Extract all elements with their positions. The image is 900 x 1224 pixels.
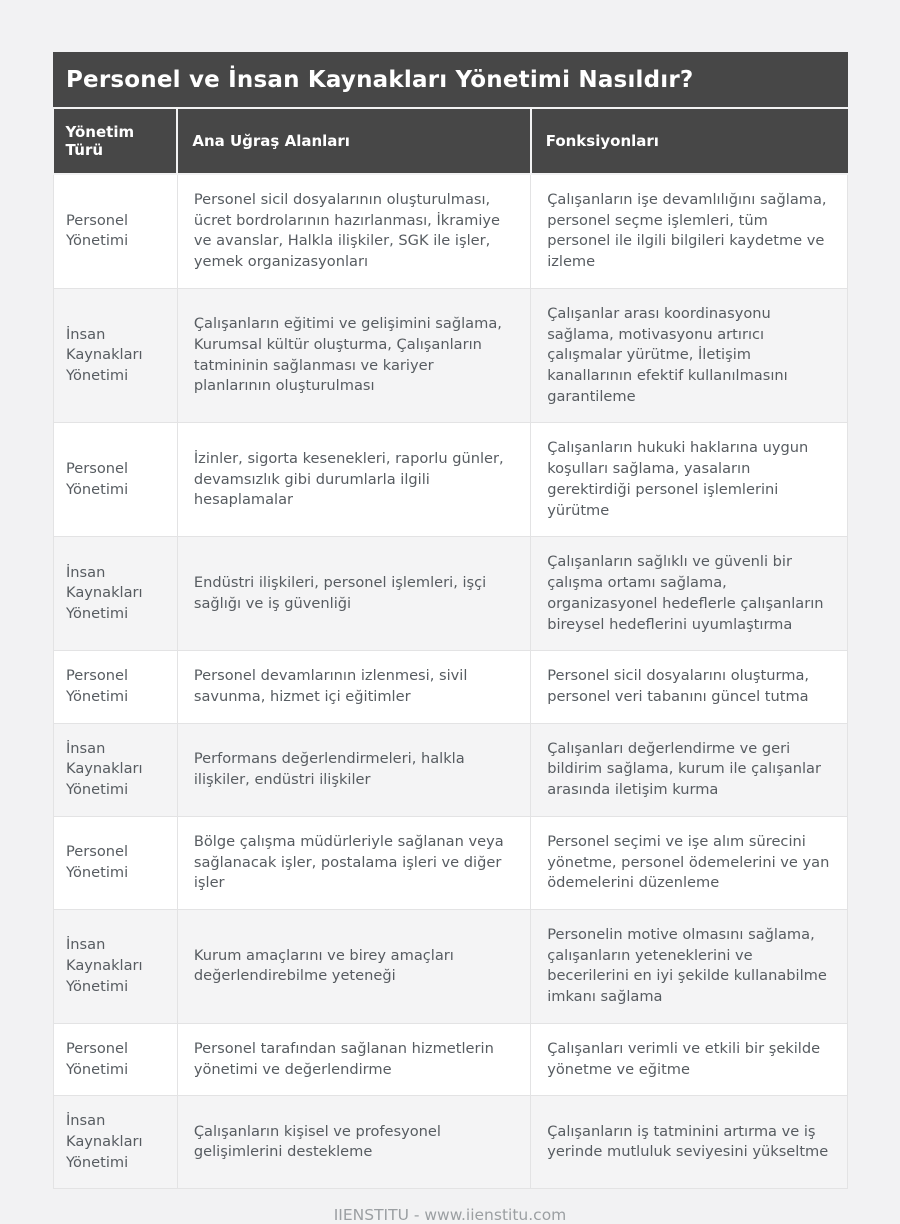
table-row	[54, 651, 848, 723]
functions-cell: Çalışanlar arası koordinasyonu sağlama, motivasyonu artırıcı çalışmalar yürütme, İletişim kanallarının efektif kullanılmasını garantileme	[531, 288, 848, 423]
functions-cell: Çalışanların hukuki haklarına uygun koşulları sağlama, yasaların gerektirdiği personel işlemlerini yürütme	[531, 423, 848, 537]
management-type-cell: Personel Yönetimi	[54, 174, 178, 288]
management-type-cell: Personel Yönetimi	[54, 816, 178, 909]
functions-cell: Personel seçimi ve işe alım sürecini yönetme, personel ödemelerini ve yan ödemelerini düzenleme	[531, 816, 848, 909]
functions-cell: Çalışanların işe devamlılığını sağlama, personel seçme işlemleri, tüm personel ile ilgili bilgileri kaydetme ve izleme	[531, 174, 848, 288]
table-row	[54, 816, 848, 909]
table-body	[54, 174, 848, 1189]
management-type-cell: Personel Yönetimi	[54, 1023, 178, 1095]
focus-areas-cell: Kurum amaçlarını ve birey amaçları değerlendirebilme yeteneği	[177, 909, 530, 1023]
focus-areas-cell: Personel tarafından sağlanan hizmetlerin yönetimi ve değerlendirme	[177, 1023, 530, 1095]
functions-cell: Çalışanların sağlıklı ve güvenli bir çalışma ortamı sağlama, organizasyonel hedeflerle çalışanların bireysel hedeflerini uyumlaştırma	[531, 537, 848, 651]
column-header-focus-areas: Ana Uğraş Alanları	[177, 108, 530, 174]
table-row	[54, 723, 848, 816]
focus-areas-cell: Çalışanların eğitimi ve gelişimini sağlama, Kurumsal kültür oluşturma, Çalışanların tatmininin sağlanması ve kariyer planlarının oluşturulması	[177, 288, 530, 423]
functions-cell: Çalışanları değerlendirme ve geri bildirim sağlama, kurum ile çalışanlar arasında iletişim kurma	[531, 723, 848, 816]
management-type-cell: İnsan Kaynakları Yönetimi	[54, 909, 178, 1023]
table-row	[54, 423, 848, 537]
table-row	[54, 288, 848, 423]
column-header-management-type: Yönetim Türü	[54, 108, 178, 174]
table-row	[54, 537, 848, 651]
functions-cell: Çalışanları verimli ve etkili bir şekilde yönetme ve eğitme	[531, 1023, 848, 1095]
functions-cell: Personelin motive olmasını sağlama, çalışanların yeteneklerini ve becerilerini en iyi şekilde kullanabilme imkanı sağlama	[531, 909, 848, 1023]
hr-comparison-table	[53, 107, 848, 1189]
table-row	[54, 174, 848, 288]
table-row	[54, 1023, 848, 1095]
management-type-cell: Personel Yönetimi	[54, 651, 178, 723]
table-row	[54, 1096, 848, 1189]
infographic-table	[53, 52, 848, 1189]
focus-areas-cell: Performans değerlendirmeleri, halkla ilişkiler, endüstri ilişkiler	[177, 723, 530, 816]
management-type-cell: İnsan Kaynakları Yönetimi	[54, 537, 178, 651]
table-row	[54, 909, 848, 1023]
management-type-cell: İnsan Kaynakları Yönetimi	[54, 723, 178, 816]
page-title: Personel ve İnsan Kaynakları Yönetimi Nasıldır?	[53, 52, 848, 107]
focus-areas-cell: Endüstri ilişkileri, personel işlemleri, işçi sağlığı ve iş güvenliği	[177, 537, 530, 651]
focus-areas-cell: Bölge çalışma müdürleriyle sağlanan veya sağlanacak işler, postalama işleri ve diğer işler	[177, 816, 530, 909]
functions-cell: Çalışanların iş tatminini artırma ve iş yerinde mutluluk seviyesini yükseltme	[531, 1096, 848, 1189]
management-type-cell: İnsan Kaynakları Yönetimi	[54, 288, 178, 423]
column-header-functions: Fonksiyonları	[531, 108, 848, 174]
footer-credit: IIENSTITU - www.iienstitu.com	[333, 1206, 567, 1224]
focus-areas-cell: Personel devamlarının izlenmesi, sivil savunma, hizmet içi eğitimler	[177, 651, 530, 723]
functions-cell: Personel sicil dosyalarını oluşturma, personel veri tabanını güncel tutma	[531, 651, 848, 723]
focus-areas-cell: Personel sicil dosyalarının oluşturulması, ücret bordrolarının hazırlanması, İkramiye ve avanslar, Halkla ilişkiler, SGK ile işler, yemek organizasyonları	[177, 174, 530, 288]
management-type-cell: Personel Yönetimi	[54, 423, 178, 537]
management-type-cell: İnsan Kaynakları Yönetimi	[54, 1096, 178, 1189]
table-header	[54, 108, 848, 174]
focus-areas-cell: Çalışanların kişisel ve profesyonel gelişimlerini destekleme	[177, 1096, 530, 1189]
focus-areas-cell: İzinler, sigorta kesenekleri, raporlu günler, devamsızlık gibi durumlarla ilgili hesaplamalar	[177, 423, 530, 537]
